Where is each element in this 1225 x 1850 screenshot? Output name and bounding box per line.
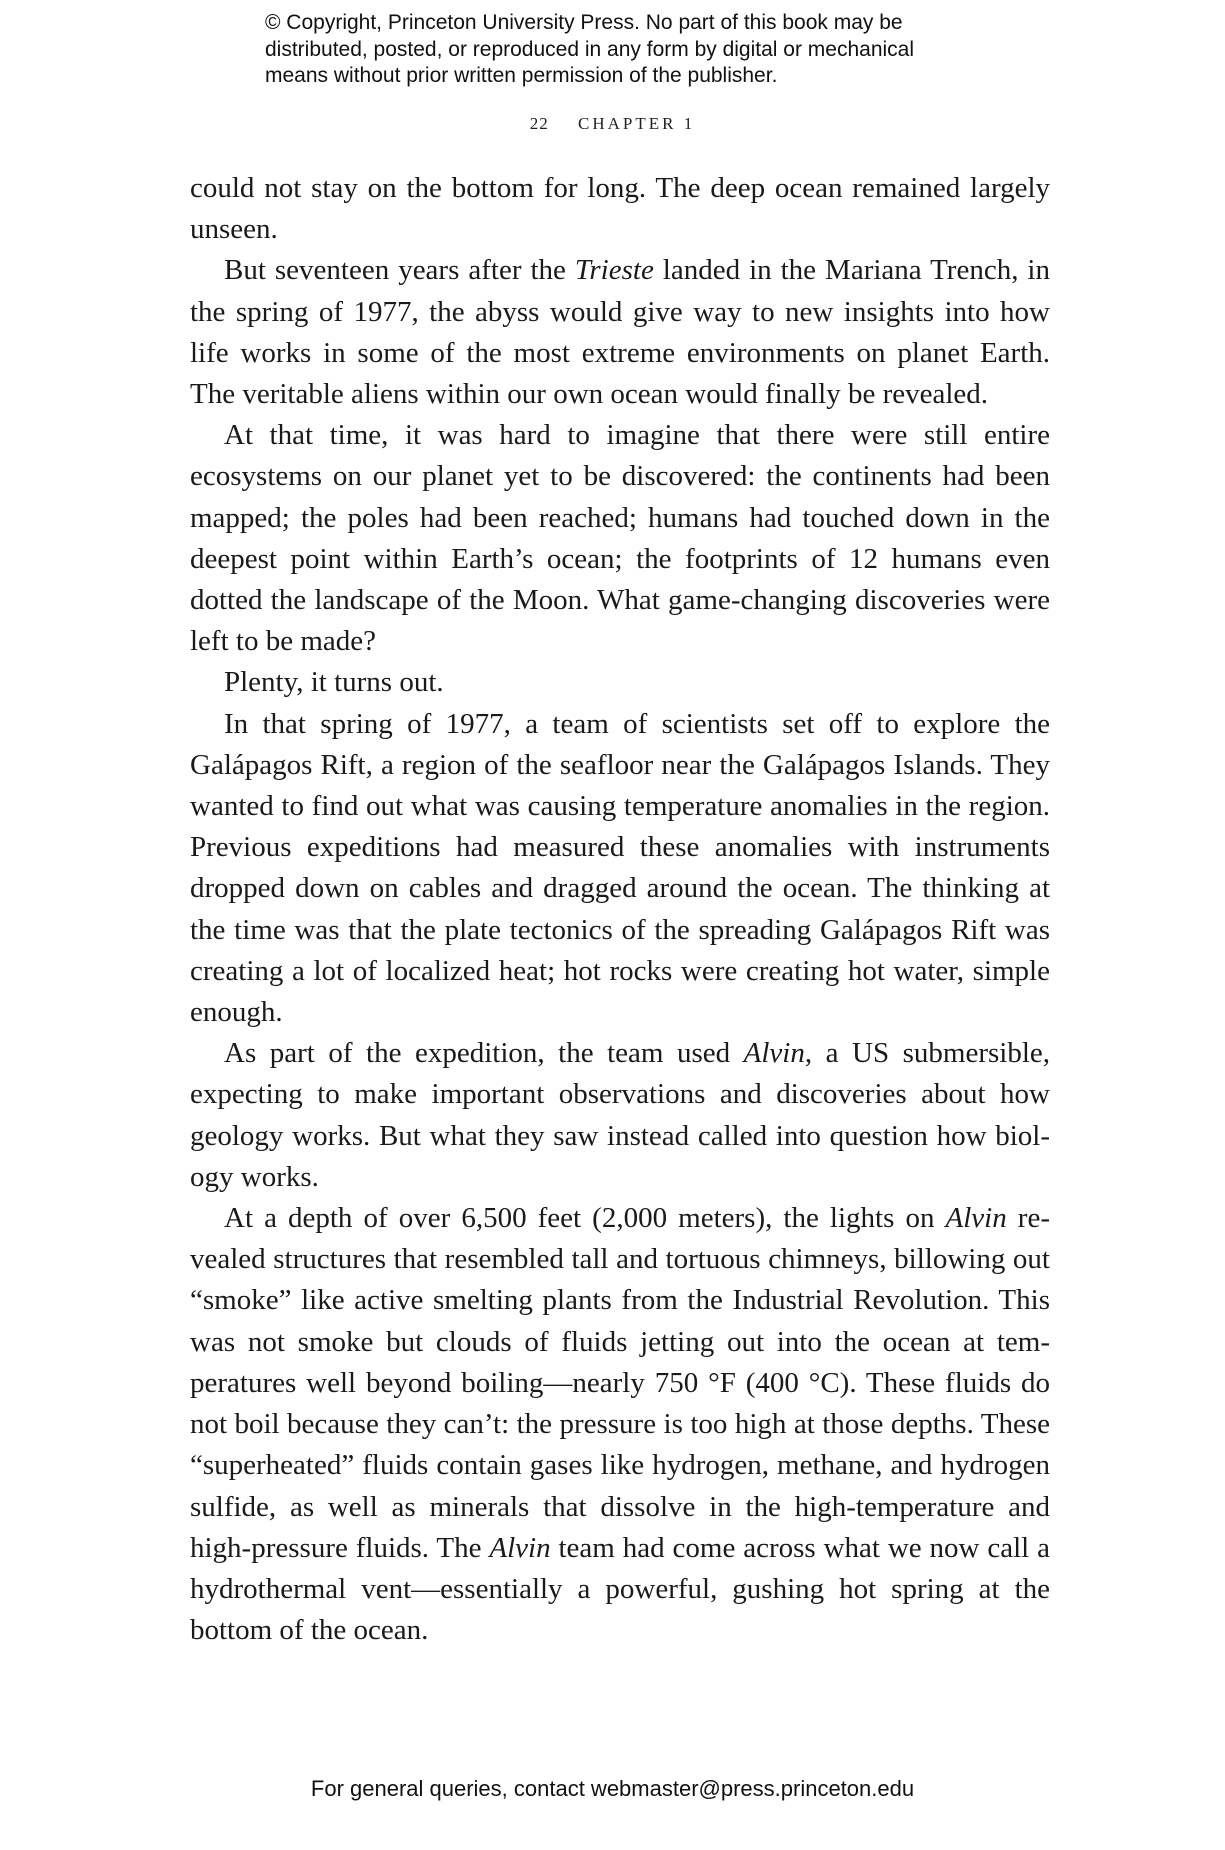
- paragraph: But seventeen years after the Trieste landed in the Mariana Trench, in the spring of 1977, the abyss would give way to new insights into how life works in some of the most extreme environments on planet Earth. The veritable aliens within our own ocean would finally be revealed.: [190, 254, 1050, 411]
- footer-contact: For general queries, contact webmaster@press.princeton.edu: [310, 1776, 915, 1801]
- body-text: [190, 168, 1050, 1651]
- paragraph: At a depth of over 6,500 feet (2,000 meters), the lights on Alvin revealed structures that resembled tall and tortuous chimneys, billowing out “smoke” like active smelting plants from the Industrial Revolution. This was not smoke but clouds of fluids jetting out into the ocean at temperatures well beyond boiling—nearly 750 °F (400 °C). These fluids do not boil because they can’t: the pressure is too high at those depths. These “superheated” fluids contain gases like hydrogen, methane, and hydrogen sulfide, as well as minerals that dissolve in the high-temperature and high-pressure fluids. The Alvin team had come across what we now call a hydrothermal vent—essentially a powerful, gushing hot spring at the bottom of the ocean.: [190, 1202, 1051, 1647]
- copyright-line: means without prior written permission of the publisher.: [265, 64, 778, 87]
- paragraph: In that spring of 1977, a team of scientists set off to explore the Galápagos Rift, a region of the seafloor near the Galápagos Islands. They wanted to find out what was causing temperature anomalies in the region. Previous expeditions had measured these anomalies with instruments dropped down on cables and dragged around the ocean. The thinking at the time was that the plate tectonics of the spreading Galápagos Rift was creating a lot of localized heat; hot rocks were creating hot water, simple enough.: [190, 707, 1050, 1029]
- running-head: [0, 114, 1225, 134]
- page-number: 22: [529, 114, 549, 133]
- copyright-notice: [265, 10, 1025, 90]
- paragraph: At that time, it was hard to imagine that there were still entire ecosystems on our planet yet to be discovered: the continents had been mapped; the poles had been reached; humans had touched down in the deepest point within Earth’s ocean; the footprints of 12 humans even dotted the landscape of the Moon. What game-changing discoveries were left to be made?: [190, 419, 1050, 658]
- copyright-line: distributed, posted, or reproduced in any form by digital or mechanical: [265, 37, 915, 61]
- paragraph: could not stay on the bottom for long. The deep ocean remained largely unseen.: [190, 172, 1050, 246]
- paragraph: As part of the expedition, the team used Alvin, a US submersible, expecting to make important observations and discoveries about how geology works. But what they saw instead called into question how biology works.: [190, 1037, 1050, 1193]
- chapter-label: CHAPTER 1: [578, 114, 696, 133]
- paragraph: Plenty, it turns out.: [224, 666, 444, 699]
- copyright-line: © Copyright, Princeton University Press. No part of this book may be: [265, 11, 903, 34]
